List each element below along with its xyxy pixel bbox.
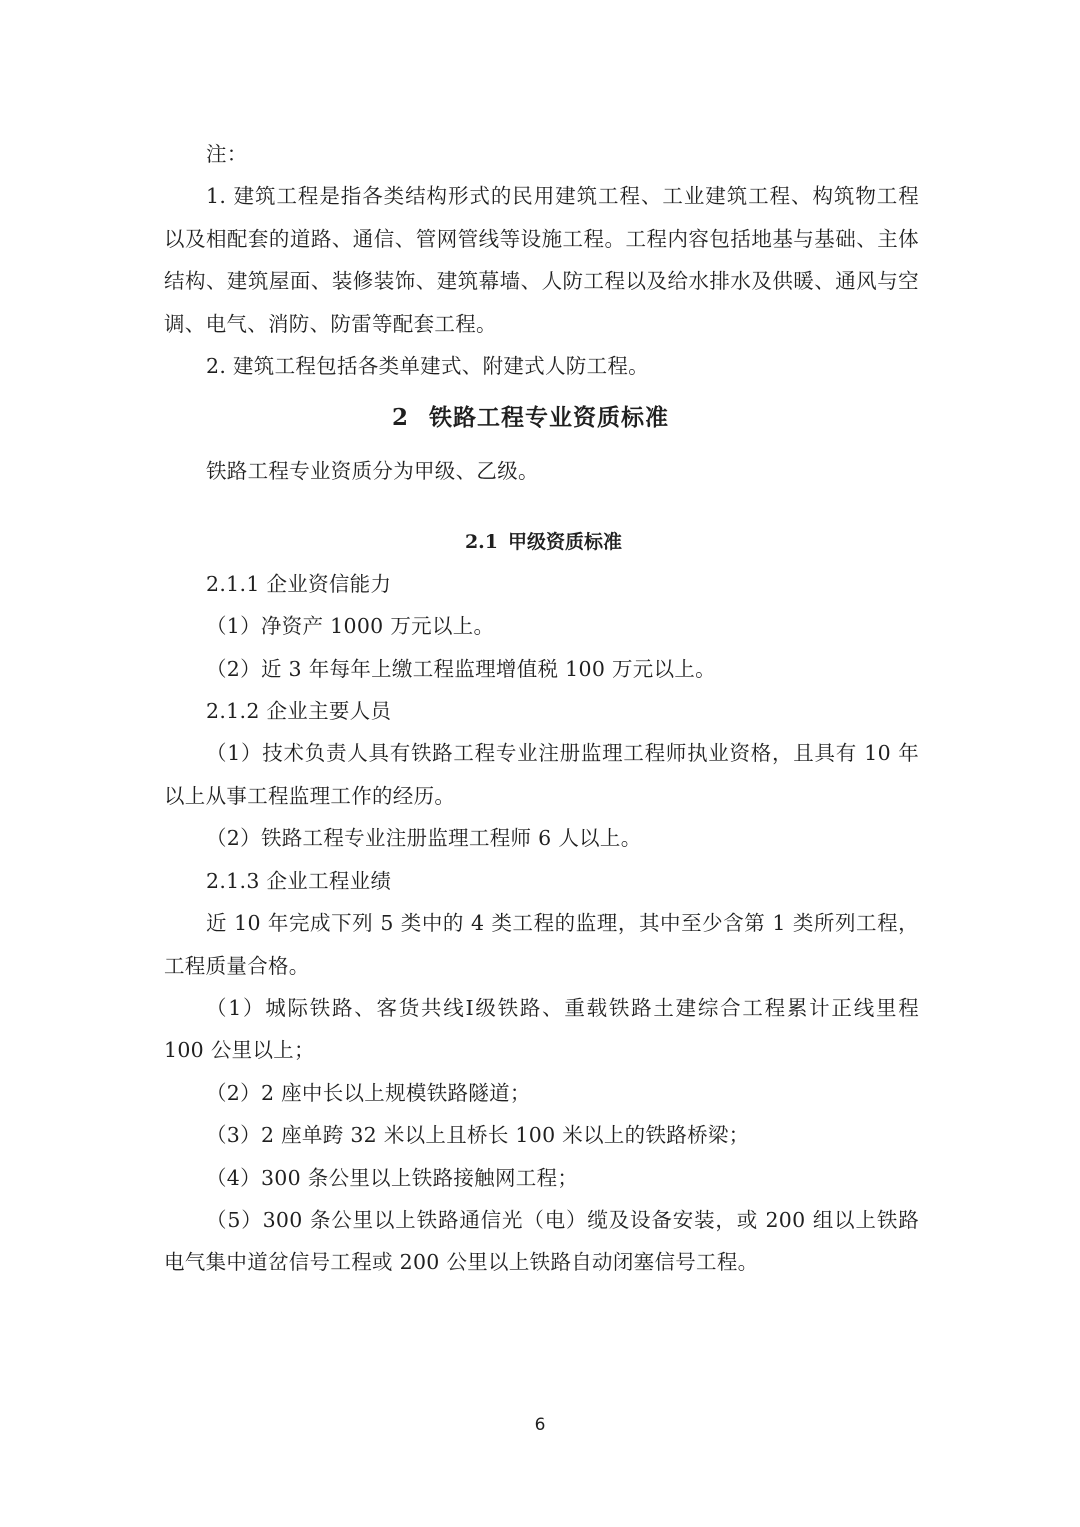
list-item: （4）300 条公里以上铁路接触网工程； [206,1165,579,1190]
note-item-1: 1. 建筑工程是指各类结构形式的民用建筑工程、工业建筑工程、构筑物工程以及相配套的道路、通信、管网管线等设施工程。工程内容包括地基与基础、主体结构、建筑屋面、装修装饰、建筑幕墙、人防工程以及给水排水及供暖、通风与空调、电气、消防、防雷等配套工程。 [164,184,919,336]
note-label: 注： [206,142,248,166]
subsection-2-1-2-heading: 2.1.2 企业主要人员 [206,699,392,724]
list-item: （1）净资产 1000 万元以上。 [206,614,495,639]
list-item: （2）近 3 年每年上缴工程监理增值税 100 万元以上。 [206,656,716,681]
page-content [164,133,919,1284]
list-item: （1）技术负责人具有铁路工程专业注册监理工程师执业资格，且具有 10 年以上从事工程监理工作的经历。 [164,741,919,808]
section-2-intro: 铁路工程专业资质分为甲级、乙级。 [206,459,539,484]
list-item: （1）城际铁路、客货共线Ⅰ级铁路、重载铁路土建综合工程累计正线里程 100 公里以上； [164,995,919,1063]
subsection-2-1-3-heading: 2.1.3 企业工程业绩 [206,868,392,893]
section-2-heading [164,396,919,440]
section-2-title: 铁路工程专业资质标准 [429,404,669,432]
subsection-2-1-1-heading: 2.1.1 企业资信能力 [206,571,392,596]
section-2-number: 2 [391,404,409,432]
note-item-2: 2. 建筑工程包括各类单建式、附建式人防工程。 [206,354,649,379]
section-2-1-title: 甲级资质标准 [508,530,623,553]
list-item: （3）2 座单跨 32 米以上且桥长 100 米以上的铁路桥梁； [206,1123,750,1148]
list-item: （5）300 条公里以上铁路通信光（电）缆及设备安装，或 200 组以上铁路电气集中道岔信号工程或 200 公里以上铁路自动闭塞信号工程。 [164,1207,919,1275]
list-item: （2）2 座中长以上规模铁路隧道； [206,1080,531,1105]
subsection-2-1-3-intro: 近 10 年完成下列 5 类中的 4 类工程的监理，其中至少含第 1 类所列工程，工程质量合格。 [164,911,919,978]
section-2-1-number: 2.1 [464,530,499,553]
section-2-1-heading [164,521,919,563]
page-number: 6 [534,1415,546,1435]
list-item: （2）铁路工程专业注册监理工程师 6 人以上。 [206,826,642,851]
